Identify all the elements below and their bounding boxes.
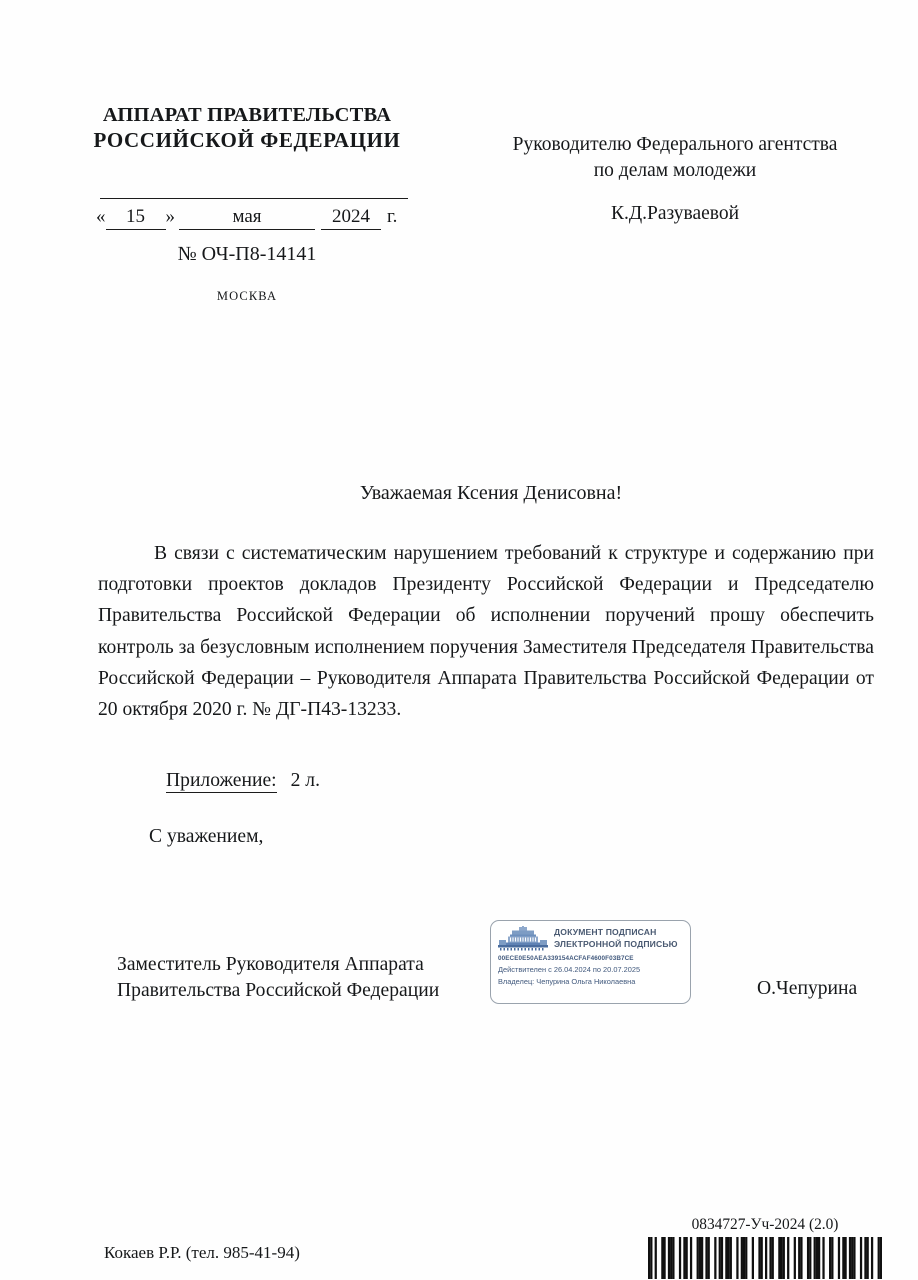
closing-line: С уважением,	[149, 826, 264, 847]
executor-contact: Кокаев Р.Р. (тел. 985-41-94)	[104, 1243, 300, 1262]
date-close-quote: »	[165, 206, 175, 227]
government-building-emblem-icon	[497, 926, 549, 951]
organization-line-2: РОССИЙСКОЙ ФЕДЕРАЦИИ	[93, 128, 401, 152]
organization-line-1: АППАРАТ ПРАВИТЕЛЬСТВА	[102, 104, 392, 126]
signatory-title-line-1: Заместитель Руководителя Аппарата	[117, 954, 424, 975]
signatory-title	[117, 952, 439, 1004]
addressee-line-2: по делам молодежи	[593, 159, 757, 181]
city-label: МОСКВА	[216, 289, 278, 303]
date-suffix: г.	[387, 206, 398, 227]
barcode-block	[648, 1216, 882, 1279]
addressee-name: К.Д.Разуваевой	[610, 202, 740, 224]
date-year: 2024	[321, 206, 381, 230]
estamp-title-line-1: ДОКУМЕНТ ПОДПИСАН	[554, 926, 657, 937]
estamp-details	[491, 953, 690, 988]
attachment-label: Приложение:	[166, 770, 277, 791]
signatory-name: О.Чепурина	[757, 978, 858, 999]
salutation: Уважаемая Ксения Денисовна!	[359, 482, 623, 504]
letterhead	[72, 103, 422, 154]
barcode-label: 0834727-Уч-2024 (2.0)	[691, 1216, 839, 1233]
letterhead-divider	[100, 198, 408, 199]
estamp-validity: Действителен с 26.04.2024 по 20.07.2025	[498, 964, 641, 974]
date-open-quote: «	[96, 206, 106, 227]
addressee-block	[470, 132, 880, 227]
addressee-line-1: Руководителю Федерального агентства	[512, 134, 838, 155]
estamp-owner: Владелец: Чепурина Ольга Николаевна	[498, 976, 636, 986]
document-number: № ОЧ-П8-14141	[177, 243, 317, 265]
document-date-line	[96, 206, 416, 230]
attachment-line	[166, 770, 320, 792]
estamp-certificate-id: 00ECE0E50AEA339154ACFAF4600F03B7CE	[498, 955, 634, 962]
attachment-value: 2 л.	[290, 770, 320, 791]
date-month: мая	[179, 206, 315, 230]
letter-body: В связи с систематическим нарушением требований к структуре и содержанию при подготовки проектов докладов Президенту Российской Федерации и Председателю Правительства Российской Федерации об исполнении поручений прошу обеспечить контроль за безусловным исполнением поручения Заместителя Председателя Правительства Российской Федерации – Руководителя Аппарата Правительства Российской Федерации от 20 октября 2020 г. № ДГ-П43-13233.	[98, 543, 874, 721]
estamp-title	[554, 927, 678, 950]
estamp-header	[491, 921, 690, 953]
estamp-title-line-2: ЭЛЕКТРОННОЙ ПОДПИСЬЮ	[554, 938, 678, 949]
registration-barcode	[648, 1237, 882, 1279]
electronic-signature-stamp	[490, 920, 691, 1004]
date-day: 15	[106, 206, 166, 230]
signatory-title-line-2: Правительства Российской Федерации	[117, 980, 440, 1001]
